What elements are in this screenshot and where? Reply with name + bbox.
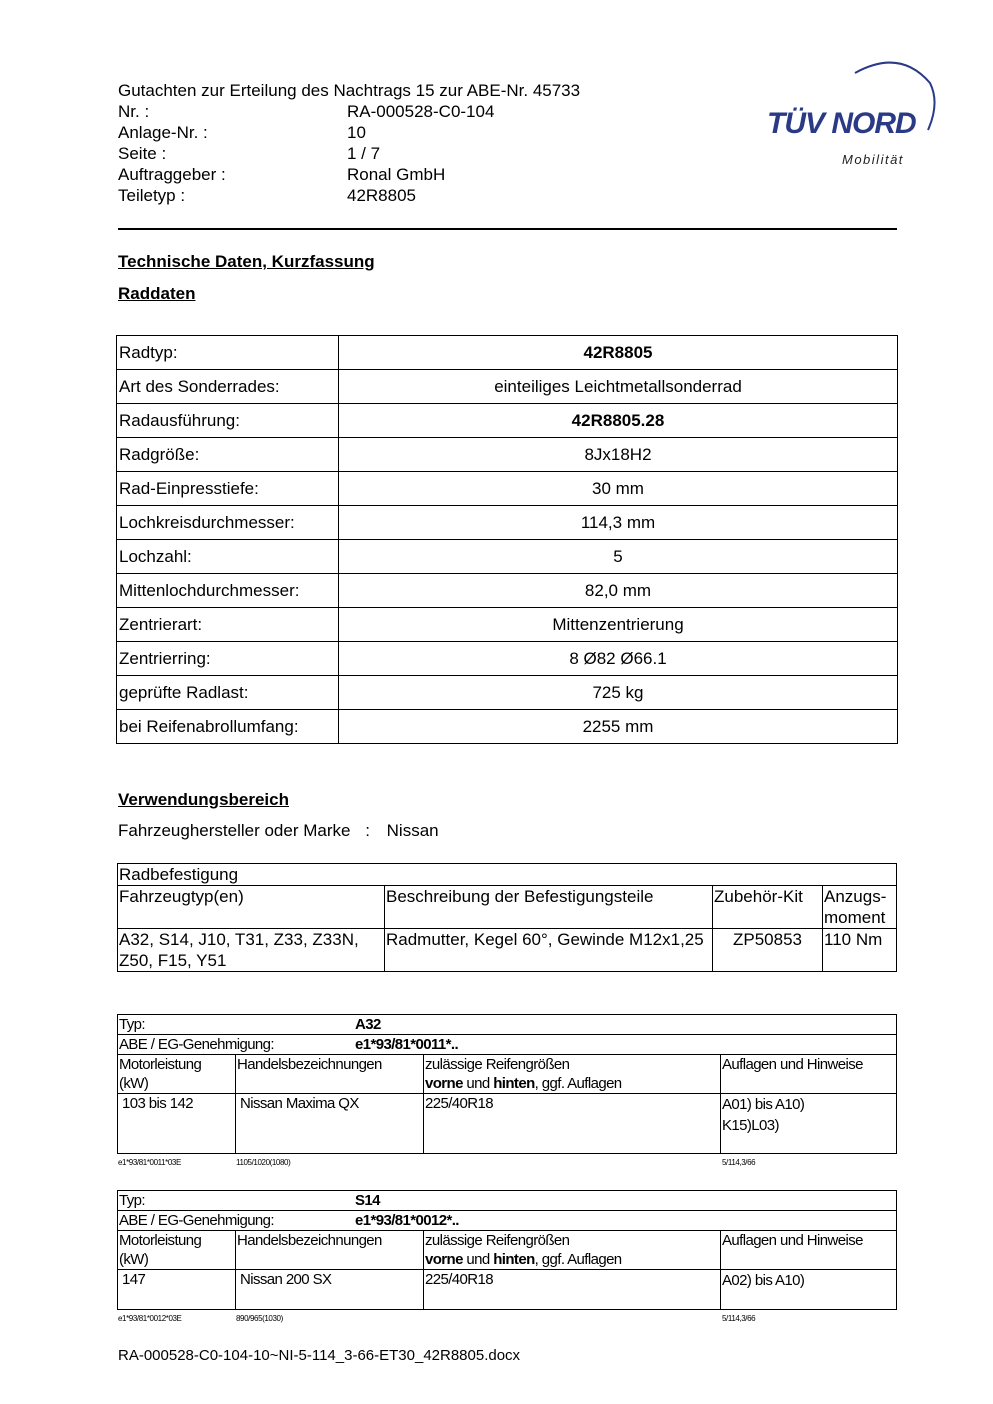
footnote-bolt: 5/114,3/66 [722,1314,756,1323]
raddaten-label: Rad-Einpresstiefe: [117,472,339,506]
raddaten-label: Zentrierring: [117,642,339,676]
befestigung-header: Fahrzeugtyp(en) [118,886,385,929]
notes-cell [721,1270,897,1310]
tyres-header-text: zulässige Reifengrößen [425,1056,570,1073]
approval-value: e1*93/81*0012*.. [355,1212,459,1229]
tyres-und: und [462,1075,494,1092]
raddaten-label: Radausführung: [117,404,339,438]
tyres-rest: , ggf. Auflagen [534,1075,622,1092]
raddaten-label: Lochzahl: [117,540,339,574]
type-row [118,1191,897,1211]
tyres-front: vorne [425,1251,463,1268]
raddaten-label: Radtyp: [117,336,339,370]
tyre-cell: 225/40R18 [424,1270,721,1310]
raddaten-label: Radgröße: [117,438,339,472]
type-label: Typ: [119,1016,145,1033]
tyres-front: vorne [425,1075,463,1092]
raddaten-value: 82,0 mm [339,574,898,608]
raddaten-value: Mittenzentrierung [339,608,898,642]
trade-name-cell: Nissan Maxima QX [236,1094,424,1154]
footnote-bolt: 5/114,3/66 [722,1158,756,1167]
manufacturer-value: Nissan [386,821,439,840]
raddaten-row [117,540,898,574]
radbefestigung-table [117,863,897,972]
header-label: Seite : [118,144,167,163]
approval-value: e1*93/81*0011*.. [355,1036,459,1053]
notes-line: A02) bis A10) [722,1272,805,1289]
footnote-approval: e1*93/81*0011*03E [118,1158,181,1167]
notes-line: A01) bis A10) [722,1096,805,1113]
raddaten-row [117,404,898,438]
header-value: 1 / 7 [347,144,381,163]
header-value: 42R8805 [347,186,417,205]
manufacturer-label: Fahrzeughersteller oder Marke [118,821,351,840]
befestigung-header: Anzugs-moment [823,886,897,929]
column-header-power: Motorleistung (kW) [118,1055,236,1094]
raddaten-row [117,574,898,608]
column-header-tyres [424,1231,721,1270]
befestigung-cell: ZP50853 [713,929,823,972]
befestigung-cell: 110 Nm [823,929,897,972]
header-label: Anlage-Nr. : [118,123,208,142]
notes-line: K15)L03) [722,1117,779,1134]
raddaten-value: 5 [339,540,898,574]
raddaten-row [117,608,898,642]
raddaten-label: Lochkreisdurchmesser: [117,506,339,540]
raddaten-label: bei Reifenabrollumfang: [117,710,339,744]
header-label: Teiletyp : [118,186,186,205]
type-value: A32 [355,1016,381,1033]
footnote-mass: 1105/1020(1080) [236,1158,291,1167]
raddaten-row [117,336,898,370]
tyres-und: und [462,1251,494,1268]
column-header-names: Handelsbezeichnungen [236,1055,424,1094]
befestigung-cell: Radmutter, Kegel 60°, Gewinde M12x1,25 [385,929,713,972]
section-heading-raddaten: Raddaten [118,284,196,303]
manufacturer-line [118,821,439,841]
manufacturer-separator: : [365,821,370,840]
befestigung-header: Beschreibung der Befestigungsteile [385,886,713,929]
type-table [117,1014,897,1154]
raddaten-value: 42R8805 [339,336,898,370]
notes-cell [721,1094,897,1154]
befestigung-header: Zubehör-Kit [713,886,823,929]
raddaten-value: 8 Ø82 Ø66.1 [339,642,898,676]
header-value: 10 [347,123,366,142]
header-label: Nr. : [118,102,150,121]
trade-name-cell: Nissan 200 SX [236,1270,424,1310]
power-cell: 103 bis 142 [118,1094,236,1154]
footnote-approval: e1*93/81*0012*03E [118,1314,182,1323]
raddaten-row [117,472,898,506]
raddaten-row [117,642,898,676]
raddaten-value: 30 mm [339,472,898,506]
type-value: S14 [355,1192,380,1209]
type-label: Typ: [119,1192,145,1209]
raddaten-label: Zentrierart: [117,608,339,642]
header-value: Ronal GmbH [347,165,446,184]
approval-row [118,1035,897,1055]
column-header-notes: Auflagen und Hinweise [721,1231,897,1270]
raddaten-value: 725 kg [339,676,898,710]
tyre-cell: 225/40R18 [424,1094,721,1154]
tyres-header-text: zulässige Reifengrößen [425,1232,570,1249]
column-header-names: Handelsbezeichnungen [236,1231,424,1270]
raddaten-value: 2255 mm [339,710,898,744]
raddaten-row [117,438,898,472]
raddaten-row [117,710,898,744]
header-value: RA-000528-C0-104 [347,102,495,121]
tyres-rear: hinten [493,1075,535,1092]
raddaten-label: Art des Sonderrades: [117,370,339,404]
raddaten-row [117,676,898,710]
tyres-rear: hinten [493,1251,535,1268]
header-label: Auftraggeber : [118,165,226,184]
raddaten-row [117,506,898,540]
header-divider [118,228,897,230]
logo-wordmark: TÜV NORD [767,107,916,140]
power-cell: 147 [118,1270,236,1310]
column-header-notes: Auflagen und Hinweise [721,1055,897,1094]
befestigung-cell: A32, S14, J10, T31, Z33, Z33N, Z50, F15, Y51 [118,929,385,972]
raddaten-row [117,370,898,404]
raddaten-value: 8Jx18H2 [339,438,898,472]
type-row [118,1015,897,1035]
raddaten-value: 42R8805.28 [339,404,898,438]
approval-row [118,1211,897,1231]
raddaten-value: 114,3 mm [339,506,898,540]
tyres-rest: , ggf. Auflagen [534,1251,622,1268]
approval-label: ABE / EG-Genehmigung: [119,1212,274,1229]
logo-subtitle: Mobilität [842,152,904,167]
raddaten-value: einteiliges Leichtmetallsonderrad [339,370,898,404]
raddaten-label: geprüfte Radlast: [117,676,339,710]
section-heading-technical: Technische Daten, Kurzfassung [118,252,375,271]
section-heading-verwendung: Verwendungsbereich [118,790,289,809]
column-header-tyres [424,1055,721,1094]
type-table [117,1190,897,1310]
raddaten-table [116,335,898,744]
footer-filename: RA-000528-C0-104-10~NI-5-114_3-66-ET30_42R8805.docx [118,1347,521,1364]
column-header-power: Motorleistung (kW) [118,1231,236,1270]
approval-label: ABE / EG-Genehmigung: [119,1036,274,1053]
document-title: Gutachten zur Erteilung des Nachtrags 15 zur ABE-Nr. 45733 [118,81,581,100]
raddaten-label: Mittenlochdurchmesser: [117,574,339,608]
befestigung-title: Radbefestigung [118,864,897,886]
footnote-mass: 890/965(1030) [236,1314,283,1323]
